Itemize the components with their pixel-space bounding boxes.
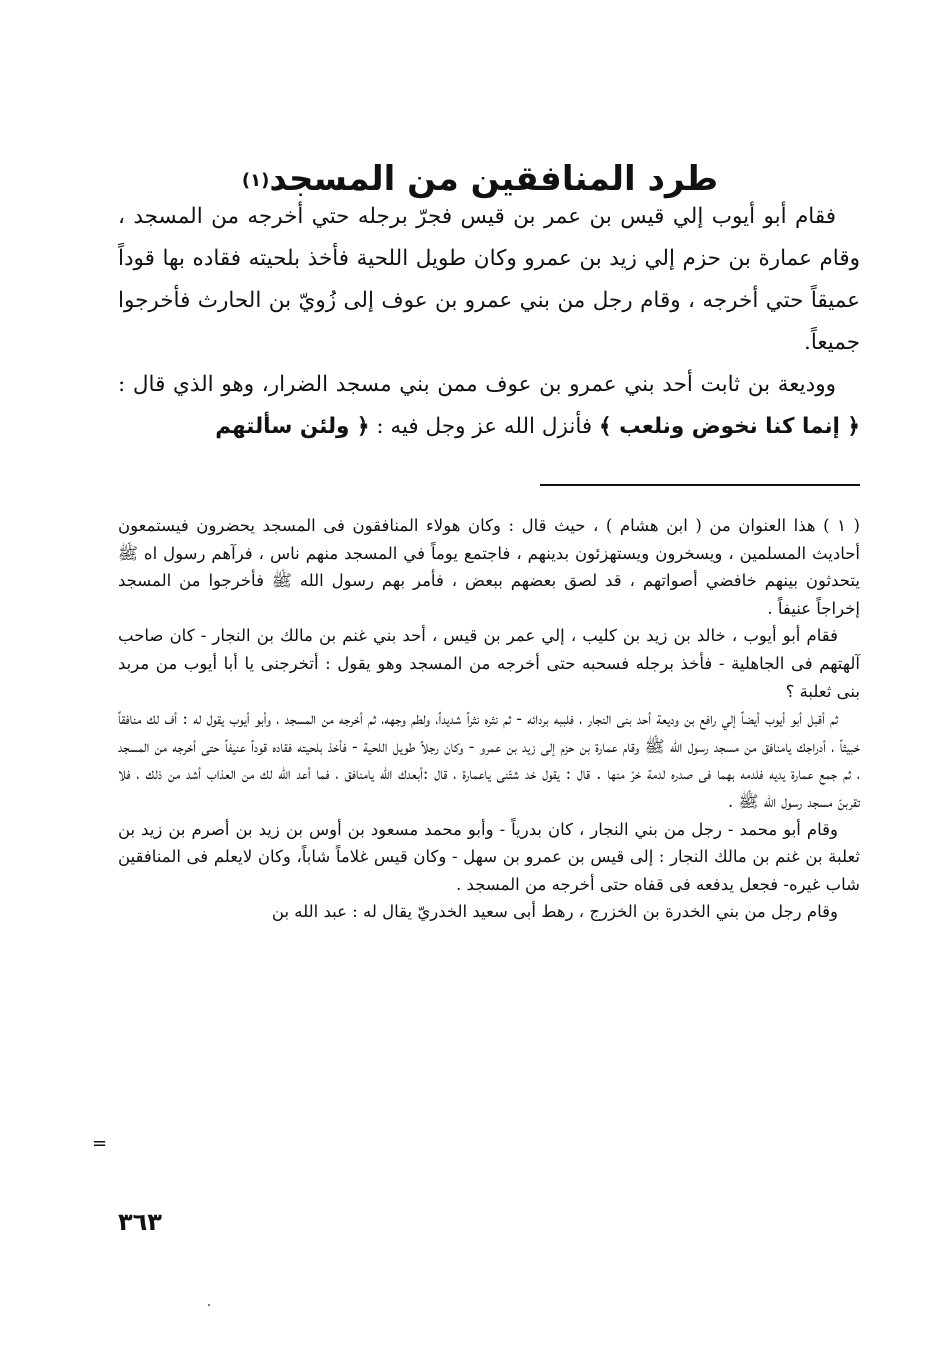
main-paragraph (118, 364, 860, 448)
main-text (118, 196, 860, 448)
footnote-paragraph: فقام أبو أيوب ، خالد بن زيد بن كليب ، إلي عمر بن قيس ، أحد بني غنم بن مالك بن النجار - كان صاحب آلهتهم فى الجاهلية - فأخذ برجله فسحبه حتى أخرجه من المسجد وهو يقول : أتخرجنى يا أبا أيوب من مربد بنى ثعلبة ؟ (118, 626, 860, 701)
main-paragraph: فقام أبو أيوب إلي قيس بن عمر بن قيس فجرّ برجله حتي أخرجه من المسجد ، وقام عمارة بن حزم إلي زيد بن عمرو وكان طويل اللحية فأخذ بلحيته فقاده بها قوداً عميقاً حتي أخرجه ، وقام رجل من بني عمرو بن عوف إلى زُويّ بن الحارث فأخرجوا جميعاً. (118, 204, 860, 355)
footnote-separator (540, 484, 860, 486)
paragraph-text: ووديعة بن ثابت أحد بني عمرو بن عوف ممن بني مسجد الضرار، وهو الذي قال : (118, 372, 836, 397)
footnote-paragraph: وقام رجل من بني الخدرة بن الخزرج ، رهط أبى سعيد الخدريّ يقال له : عبد الله بن (271, 902, 838, 922)
footnote-paragraph: ثم أقبل أبو أيوب أيضاً إلي رافع بن وديعة أحد بنى النجار ، فلببه بردائه - ثم نثره نثراً شديداً، ولطم وجهه، ثم أخرجه من المسجد ، وأبو أيوب يقول له : أف لك منافقاً خبيثاً ، أدراجك يامنافق من مسجد رسول الله ﷺ وقام عمارة بن حزم إلى زيد بن عمرو - وكان رجلاً طويل اللحية - فأخذ بلحيته فقاده قوداً عنيفاً حتى أخرجه من المسجد ، ثم جمع عمارة يديه فلدمه بهما فى صدره لدمة خرّ منها . قال : يقول خد شتّنى ياعمارة ، قال :أبعدك الله يامنافق ، فما أعد الله لك من العذاب أشد من ذلك ، فلا تقربنّ مسجد رسول الله ﷺ . (118, 709, 860, 811)
page-number: ٣٦٣ (118, 1208, 162, 1236)
scan-speck (208, 1304, 210, 1306)
continuation-mark: = (92, 1133, 108, 1154)
footnote-paragraph: وقام أبو محمد - رجل من بني النجار ، كان بدرياً - وأبو محمد مسعود بن أوس بن زيد بن أصرم بن زيد بن ثعلبة بن غنم بن مالك النجار : إلى قيس بن عمرو بن سهل - وكان قيس غلاماً شاباً، وكان لايعلم فى المنافقين شاب غيره- فجعل يدفعه فى قفاه حتى أخرجه من المسجد . (118, 819, 860, 894)
paragraph-text: فأنزل الله عز وجل فيه : (376, 414, 593, 439)
title-footnote-mark: (١) (241, 169, 270, 191)
title-text: طرد المنافقين من المسجد (269, 158, 719, 199)
quran-quote: ﴿ إنما كنا نخوض ونلعب ﴾ (599, 414, 860, 439)
footnote-paragraph: ( ١ ) هذا العنوان من ( ابن هشام ) ، حيث قال : وكان هولاء المنافقون فى المسجد يحضرون فيستمعون أحاديث المسلمين ، ويسخرون ويستهزئون بدينهم ، فاجتمع يوماً في المسجد منهم ناس ، فرآهم رسول اه ﷺ يتحدثون بينهم خافضي أصواتهم ، قد لصق بعضهم ببعض ، فأمر بهم رسول الله ﷺ فأخرجوا من المسجد إخراجاً عنيفاً . (118, 516, 860, 618)
footnotes (118, 512, 860, 926)
quran-quote: ﴿ ولئن سألتهم (215, 414, 370, 439)
